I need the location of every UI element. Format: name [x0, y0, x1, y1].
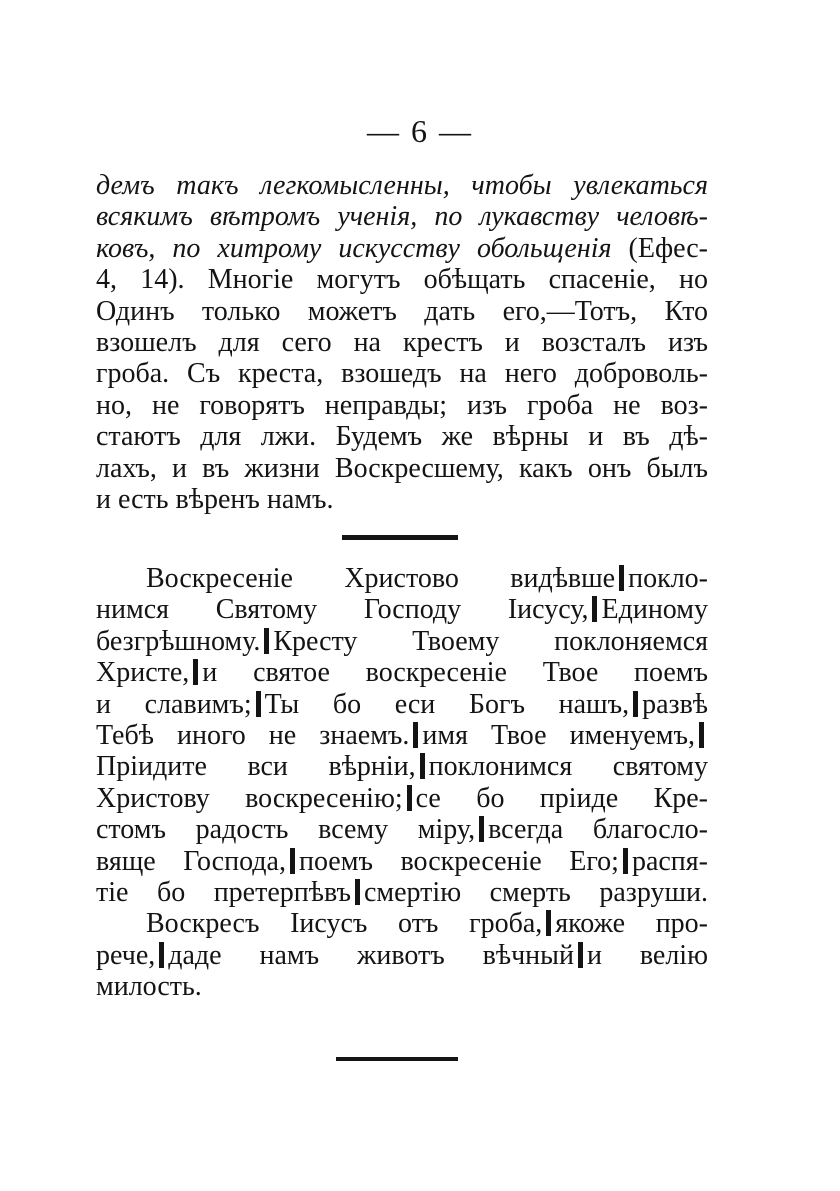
text-span: всегда благосло- — [488, 814, 708, 846]
text-span: Единому — [601, 594, 708, 626]
text-span: рече, — [96, 939, 156, 971]
text-span: Христе, — [96, 657, 190, 689]
verse-separator — [264, 628, 269, 654]
text-span: смертію смерть разруши. — [363, 876, 708, 908]
verse-separator — [623, 848, 628, 874]
text-line — [96, 657, 708, 688]
verse-separator — [633, 691, 638, 717]
text-line — [96, 908, 708, 939]
text-line: всякимъ вѣтромъ ученія, по лукавству человѣ- — [96, 201, 708, 233]
page-number: — 6 — — [367, 113, 473, 149]
verse-separator — [290, 848, 295, 874]
text-line: 4, 14). Многіе могутъ обѣщать спасеніе, но — [96, 264, 708, 296]
text-span: покло- — [628, 563, 708, 594]
text-line — [96, 594, 708, 625]
text-span: развѣ — [642, 688, 708, 720]
paragraph-1 — [96, 170, 708, 515]
text-line — [96, 877, 708, 908]
text-span: поемъ воскресеніе Его; — [298, 845, 619, 877]
text-line: взошелъ для сего на крестъ и возсталъ изъ — [96, 326, 708, 358]
text-span: безгрѣшному. — [96, 625, 261, 657]
text-line: стаютъ для лжи. Будемъ же вѣрны и въ дѣ- — [96, 421, 708, 453]
text-line — [96, 720, 708, 751]
text-span: Ты бо еси Богъ нашъ, — [264, 688, 630, 720]
text-span: стомъ радость всему міру, — [96, 814, 476, 846]
text-span: милость. — [96, 971, 202, 1003]
verse-separator — [420, 753, 425, 779]
text-span: се бо пріиде Кре- — [415, 782, 708, 814]
text-span: ковъ, по хитрому искусству обольщенія — [96, 232, 612, 264]
text-line — [96, 783, 708, 814]
hymn-1 — [96, 563, 708, 908]
text-span: Пріидите вси вѣрніи, — [96, 751, 416, 783]
verse-separator — [407, 785, 412, 811]
verse-separator — [413, 722, 418, 748]
text-line — [96, 751, 708, 782]
verse-separator — [256, 691, 261, 717]
text-line — [96, 563, 708, 594]
text-span: Тебѣ иного не знаемъ. — [96, 719, 410, 751]
text-span: Воскресъ Іисусъ отъ гроба, — [146, 908, 543, 940]
text-span: и велію — [586, 939, 709, 971]
hymn-block — [96, 563, 708, 1002]
section-divider — [336, 1057, 458, 1061]
text-span: Христову воскресенію; — [96, 782, 403, 814]
text-span: (Ефес- — [611, 232, 708, 264]
text-line — [96, 233, 708, 264]
text-span: и святое воскресеніе Твое поемъ — [202, 657, 708, 689]
text-span: и славимъ; — [96, 688, 252, 720]
text-span: распя- — [631, 845, 708, 877]
verse-separator — [193, 659, 198, 685]
verse-separator — [699, 722, 704, 748]
verse-separator — [546, 910, 551, 936]
verse-separator — [592, 596, 597, 622]
text-span: тіе бо претерпѣвъ — [96, 876, 351, 908]
text-span: вяще Господа, — [96, 845, 286, 877]
text-line: но, не говорятъ неправды; изъ гроба не воз- — [96, 389, 708, 421]
text-line — [96, 626, 708, 657]
verse-separator — [619, 565, 624, 591]
text-line: Одинъ только можетъ дать его,—Тотъ, Кто — [96, 295, 708, 327]
section-divider — [342, 535, 458, 540]
hymn-2 — [96, 908, 708, 1002]
text-line — [96, 814, 708, 845]
text-line: лахъ, и въ жизни Воскресшему, какъ онъ былъ — [96, 452, 708, 484]
text-line — [96, 940, 708, 971]
verse-separator — [479, 816, 484, 842]
text-span: даде намъ животъ вѣчный — [168, 939, 574, 971]
text-line — [96, 689, 708, 720]
text-span: Кресту Твоему поклоняемся — [273, 625, 708, 657]
verse-separator — [578, 942, 583, 968]
text-line — [96, 846, 708, 877]
text-line — [96, 971, 708, 1002]
text-line: и есть вѣренъ намъ. — [96, 483, 334, 515]
text-span: имя Твое именуемъ, — [422, 719, 695, 751]
text-line: гроба. Съ креста, взошедъ на него доброволь- — [96, 358, 708, 390]
verse-separator — [159, 942, 164, 968]
text-line: демъ такъ легкомысленны, чтобы увлекаться — [96, 170, 708, 201]
text-span: нимся Святому Господу Іисусу, — [96, 594, 589, 626]
text-span: якоже про- — [555, 908, 709, 940]
verse-separator — [355, 879, 360, 905]
text-span: Воскресеніе Христово видѣвше — [146, 563, 616, 594]
text-span: поклонимся святому — [428, 751, 708, 783]
